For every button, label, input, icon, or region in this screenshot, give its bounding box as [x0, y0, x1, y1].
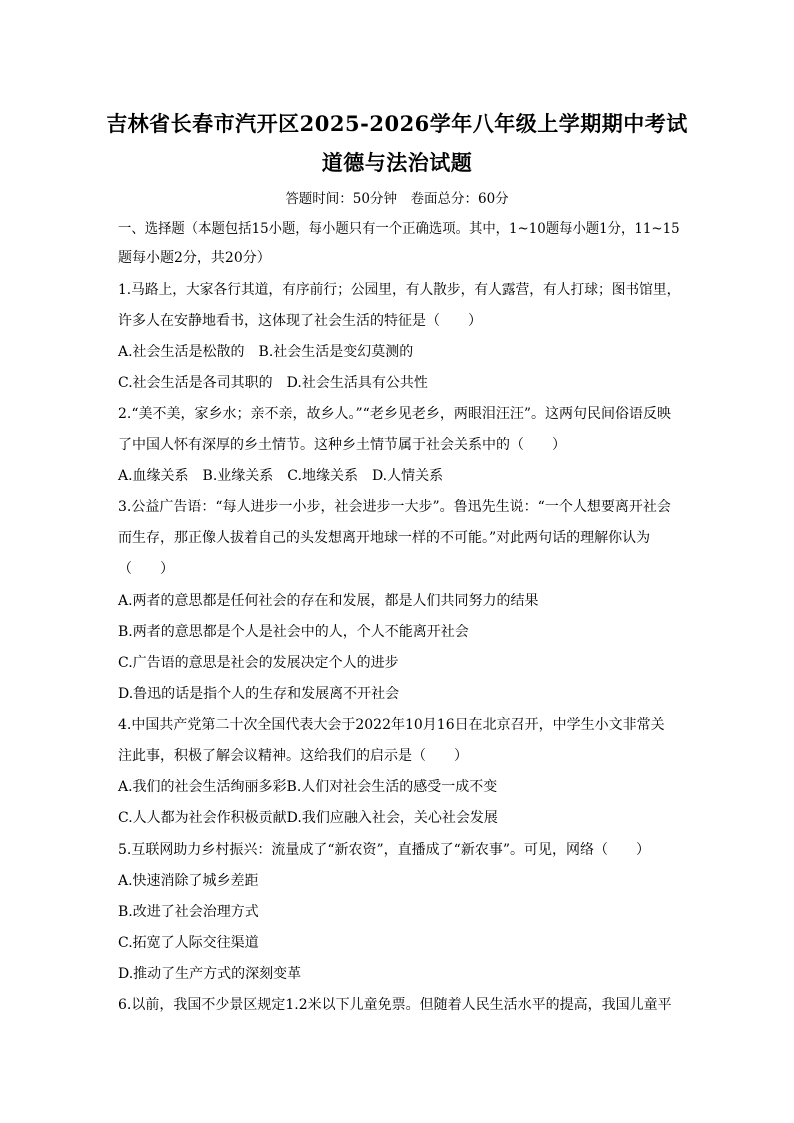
question-option: A.我们的社会生活绚丽多彩B.人们对社会生活的感受一成不变 — [118, 779, 498, 795]
question-stem-line: 4.中国共产党第二十次全国代表大会于2022年10月16日在北京召开，中学生小文非常关 — [118, 717, 665, 733]
question-option: D.推动了生产方式的深刻变革 — [118, 966, 302, 982]
exam-title-line2: 道德与法治试题 — [321, 150, 473, 175]
question-option: B.两者的意思都是个人是社会中的人，个人不能离开社会 — [118, 624, 469, 640]
question-stem-line: 6.以前，我国不少景区规定1.2米以下儿童免票。但随着人民生活水平的提高，我国儿童平 — [118, 997, 672, 1013]
section-heading: 题每小题2分，共20分） — [118, 250, 271, 266]
question-stem-line: 了中国人怀有深厚的乡土情节。这种乡土情节属于社会关系中的（ ） — [118, 437, 566, 453]
section-heading: 一、选择题（本题包括15小题，每小题只有一个正确选项。其中，1~10题每小题1分，11~15 — [118, 221, 680, 237]
question-stem-line: 2.“美不美，家乡水；亲不亲，故乡人。”“老乡见老乡，两眼泪汪汪”。这两句民间俗语反映 — [118, 406, 671, 422]
question-option: A.血缘关系 B.业缘关系 C.地缘关系 D.人情关系 — [118, 468, 444, 484]
question-stem-line: 3.公益广告语：“每人进步一小步，社会进步一大步”。鲁迅先生说：“一个人想要离开社会 — [118, 499, 671, 515]
question-option: C.社会生活是各司其职的 D.社会生活具有公共性 — [118, 375, 428, 391]
question-stem-line: 而生存，那正像人拔着自己的头发想离开地球一样的不可能。”对此两句话的理解你认为 — [118, 530, 651, 546]
question-option: C.拓宽了人际交往渠道 — [118, 935, 259, 951]
question-stem-line: （ ） — [118, 561, 174, 577]
question-option: D.鲁迅的话是指个人的生存和发展离不开社会 — [118, 686, 400, 702]
question-option: A.社会生活是松散的 B.社会生活是变幻莫测的 — [118, 344, 414, 360]
question-option: B.改进了社会治理方式 — [118, 904, 259, 920]
question-stem-line: 1.马路上，大家各行其道，有序前行；公园里，有人散步，有人露营，有人打球；图书馆里， — [118, 282, 681, 298]
question-option: C.人人都为社会作积极贡献D.我们应融入社会，关心社会发展 — [118, 810, 498, 826]
exam-meta: 答题时间：50分钟 卷面总分：60分 — [285, 191, 509, 207]
question-option: A.快速消除了城乡差距 — [118, 873, 259, 889]
exam-title-line1: 吉林省长春市汽开区2025-2026学年八年级上学期期中考试 — [106, 111, 688, 136]
question-stem-line: 5.互联网助力乡村振兴：流量成了“新农资”，直播成了“新农事”。可见，网络（ ） — [118, 842, 650, 858]
question-stem-line: 许多人在安静地看书，这体现了社会生活的特征是（ ） — [118, 313, 482, 329]
question-option: A.两者的意思都是任何社会的存在和发展，都是人们共同努力的结果 — [118, 593, 539, 609]
question-option: C.广告语的意思是社会的发展决定个人的进步 — [118, 655, 399, 671]
question-stem-line: 注此事，积极了解会议精神。这给我们的启示是（ ） — [118, 748, 468, 764]
